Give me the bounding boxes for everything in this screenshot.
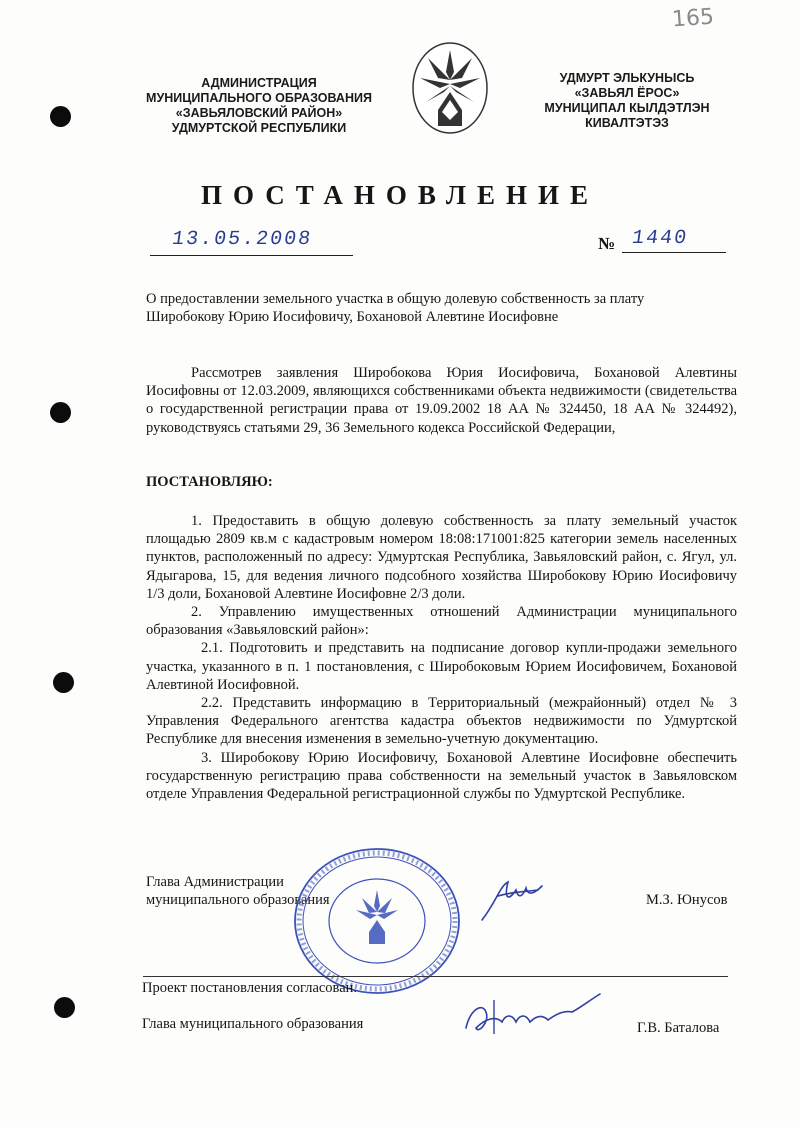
divider-line [143, 976, 728, 977]
date-handwritten: 13.05.2008 [170, 228, 314, 251]
approver-name: Г.В. Баталова [637, 1020, 720, 1036]
header-left [130, 76, 388, 136]
number-handwritten: 1440 [630, 227, 690, 250]
preamble [146, 364, 737, 437]
binder-hole [54, 997, 75, 1018]
binder-hole [50, 106, 71, 127]
signer-position-line2: муниципального образования [146, 892, 330, 908]
header-left-line: МУНИЦИПАЛЬНОГО ОБРАЗОВАНИЯ [146, 91, 372, 105]
binder-hole [50, 402, 71, 423]
clause-2: 2. Управлению имущественных отношений Администрации муниципального образования «Завьяловский район»: [146, 604, 737, 639]
number-sign: № [598, 234, 616, 253]
clause-2-1: 2.1. Подготовить и представить на подписание договор купли-продажи земельного участка, указанного в п. 1 постановления, с Широбоковым Юрием Иосифовичем, Бохановой Алевтиной Иосифовной. [146, 640, 737, 693]
approver-position: Глава муниципального образования [142, 1016, 364, 1032]
signer-name: М.З. Юнусов [646, 892, 728, 908]
clauses [146, 512, 737, 803]
binder-hole [53, 672, 74, 693]
subject-line: Широбокову Юрию Иосифовичу, Бохановой Алевтине Иосифовне [146, 309, 559, 325]
date-underline [150, 255, 353, 256]
header-right [518, 71, 736, 131]
header-left-line: УДМУРТСКОЙ РЕСПУБЛИКИ [171, 121, 347, 135]
clause-3: 3. Широбокову Юрию Иосифовичу, Бохановой Алевтине Иосифовне обеспечить государственную регистрацию права собственности на земельный участок в Завьяловском отделе Управления Федеральной регистрационной службы по Удмуртской Республике. [146, 749, 737, 803]
subject-heading [146, 290, 746, 326]
official-stamp [292, 846, 462, 996]
decree-word: ПОСТАНОВЛЯЮ: [146, 474, 273, 490]
signature-scribble [478, 872, 548, 924]
header-right-line: «ЗАВЬЯЛ ЁРОС» [574, 86, 680, 100]
approver-signature-scribble [456, 988, 606, 1048]
preamble-text: Рассмотрев заявления Широбокова Юрия Иосифовича, Бохановой Алевтины Иосифовны от 12.03.2009, являющихся собственниками объекта недвижимости (свидетельства о государственной регистрации права от 19.09.2002 18 АА № 324450, 18 АА № 324492), руководствуясь статьями 29, 36 Земельного кодекса Российской Федерации, [146, 365, 737, 436]
page-number: 165 [671, 4, 715, 33]
header-right-line: КИВАЛТЭТЭЗ [585, 116, 669, 130]
header-left-line: АДМИНИСТРАЦИЯ [201, 76, 317, 90]
approval-text: Проект постановления согласован. [142, 980, 358, 996]
number-underline [622, 252, 726, 253]
subject-line: О предоставлении земельного участка в общую долевую собственность за плату [146, 291, 645, 307]
header-right-line: УДМУРТ ЭЛЬКУНЫСЬ [559, 71, 695, 85]
clause-1: 1. Предоставить в общую долевую собственность за плату земельный участок площадью 2809 кв.м с кадастровым номером 18:08:171001:825 категории земель населенных пунктов, расположенный по адресу: Удмуртская Республика, Завьяловский район, с. Ягул, ул. Ядыгарова, 15, для ведения личного подсобного хозяйства Широбокову Юрию Иосифовичу 1/3 доли, Бохановой Алевтине Иосифовне 2/3 доли. [146, 513, 737, 602]
document-title: ПОСТАНОВЛЕНИЕ [200, 180, 600, 210]
clause-2-2: 2.2. Представить информацию в Территориальный (межрайонный) отдел № 3 Управления Федерального агентства кадастра объектов недвижимости по Удмуртской Республике для внесения изменения в земельно-учетную документацию. [146, 695, 737, 748]
header-left-line: «ЗАВЬЯЛОВСКИЙ РАЙОН» [175, 106, 343, 120]
signer-position-line1: Глава Администрации [146, 874, 284, 890]
emblem-logo [410, 40, 490, 136]
header-right-line: МУНИЦИПАЛ КЫЛДЭТЛЭН [544, 101, 710, 115]
